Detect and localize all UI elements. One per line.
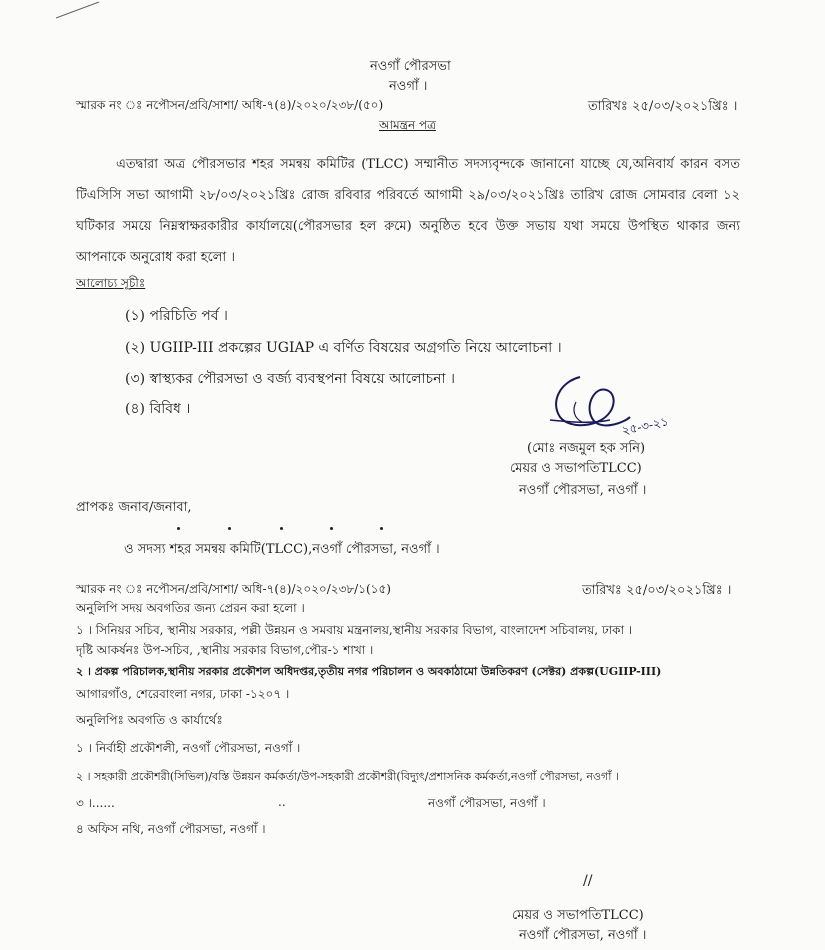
signer-name: (মোঃ নজমুল হক সনি)	[527, 441, 646, 456]
header-org: নওগাঁ পৌরসভা	[370, 59, 451, 74]
agenda-item: (৩) স্বাস্থ্যকর পৌরসভা ও বর্জ্য ব্যবস্থপনা বিষয়ে আলোচনা ।	[125, 371, 455, 387]
agenda-item: (১) পরিচিতি পর্ব ।	[125, 308, 228, 324]
cc-item-number: ৩ ।......	[76, 796, 115, 810]
agenda-item: (২) UGIIP-III প্রকল্পের UGIAP এ বর্ণিত বিষয়ের অগ্রগতি নিয়ে আলোচনা ।	[125, 340, 562, 356]
memo-ref: স্মারক নং ঃ নপৌসন/প্রবি/সাশা/ অধি-৭(৪)/২০২০/২৩৮/(৫০)	[76, 98, 384, 112]
cc-item: ১ । নির্বাহী প্রকৌশলী, নওগাঁ পৌরসভা, নওগাঁ ।	[76, 741, 301, 755]
memo2-line: ১ । সিনিয়র সচিব, স্থানীয় সরকার, পল্লী উন্নয়ন ও সমবায় মন্ত্রনালয়,স্থানীয় সরকার বিভাগ, বাংলাদেশ সচিবালয়, ঢাকা ।	[76, 623, 633, 637]
recipient-label: প্রাপকঃ জনাব/জনাবা,	[76, 500, 192, 515]
signer-org: নওগাঁ পৌরসভা, নওগাঁ ।	[519, 483, 647, 498]
recipient-line: ও সদস্য শহর সমন্বয় কমিটি(TLCC),নওগাঁ পৌরসভা, নওগাঁ ।	[124, 542, 440, 557]
cc-title: অনুলিপিঃ অবগতি ও কার্যার্থেঃ	[76, 713, 223, 727]
memo-date: তারিখঃ ২৫/০৩/২০২১খ্রিঃ ।	[588, 99, 738, 114]
footer-org: নওগাঁ পৌরসভা, নওগাঁ ।	[519, 928, 647, 943]
agenda-item: (৪) বিবিধ ।	[125, 401, 191, 417]
memo2-intro: অনুলিপি সদয় অবগতির জন্য প্রেরন করা হলো ।	[76, 601, 305, 615]
footer-title: মেয়র ও সভাপতিTLCC)	[512, 908, 644, 923]
cc-item-dots: ..	[278, 795, 286, 809]
memo2-date: তারিখঃ ২৫/০৩/২০২১খ্রিঃ ।	[582, 583, 732, 598]
footer-mark: //	[583, 873, 593, 889]
blank-dot	[177, 527, 180, 530]
header-city: নওগাঁ ।	[389, 79, 428, 94]
blank-dot	[228, 527, 231, 530]
cc-item: ৪ অফিস নথি, নওগাঁ পৌরসভা, নওগাঁ ।	[76, 822, 266, 836]
cc-item-org: নওগাঁ পৌরসভা, নওগাঁ ।	[428, 796, 546, 810]
body-paragraph: এতদ্বারা অত্র পৌরসভার শহর সমন্বয় কমিটির (TLCC) সম্মানীত সদস্যবৃন্দকে জানানো যাচ্ছে যে,অনিবার্য কারন বসত টিএসিসি সভা আগামী ২৮/০৩/২০২১খ্রিঃ রোজ রবিবার পরিবর্তে আগামী ২৯/০৩/২০২১খ্রিঃ তারিখ রোজ সোমবার বেলা ১২ ঘটিকার সময়ে নিম্নস্বাক্ষরকারীর কার্যালয়ে(পৌরসভার হল রুমে) অনুষ্ঠিত হবে উক্ত সভায় যথা সময়ে উপস্থিত থাকার জন্য আপনাকে অনুরোধ করা হলো ।	[76, 157, 740, 265]
memo2-line: দৃষ্টি আকর্ষনঃ উপ-সচিব, ,স্থানীয় সরকার বিভাগ,পৌর-১ শাখা ।	[76, 643, 374, 657]
agenda-title: আলোচ্য সূচীঃ	[76, 276, 146, 290]
blank-dot	[330, 527, 333, 530]
blank-dot	[380, 527, 383, 530]
memo2-ref: স্মারক নং ঃ নপৌসন/প্রবি/সাশা/ অধি-৭(৪)/২০২০/২৩৮/১(১৫)	[76, 582, 391, 596]
signer-title: মেয়র ও সভাপতিTLCC)	[510, 461, 642, 476]
cc-item: ২ । সহকারী প্রকৌশরী(সিভিল)/বস্তি উন্নয়ন কর্মকর্তা/উপ-সহকারী প্রকৌশরী(বিদ্যুৎ/প্রশাসনিক কর্মকর্তা,নওগাঁ পৌরসভা, নওগাঁ ।	[76, 770, 619, 783]
signature-date: ২৫-৩-২১	[620, 414, 670, 438]
memo2-line: ২ । প্রকল্প পরিচালক,স্থানীয় সরকার প্রকৌশল অধিদপ্তর,তৃতীয় নগর পরিচালন ও অবকাঠামো উন্নতিকরণ (সেক্টর) প্রকল্প(UGIIP-III)	[76, 665, 662, 678]
blank-dot	[280, 527, 283, 530]
subject-title: আমন্ত্রন পত্র	[379, 118, 436, 132]
memo2-line: আগারগাঁও, শেরেবাংলা নগর, ঢাকা -১২০৭ ।	[76, 687, 290, 701]
pen-scratch-mark	[54, 0, 114, 20]
